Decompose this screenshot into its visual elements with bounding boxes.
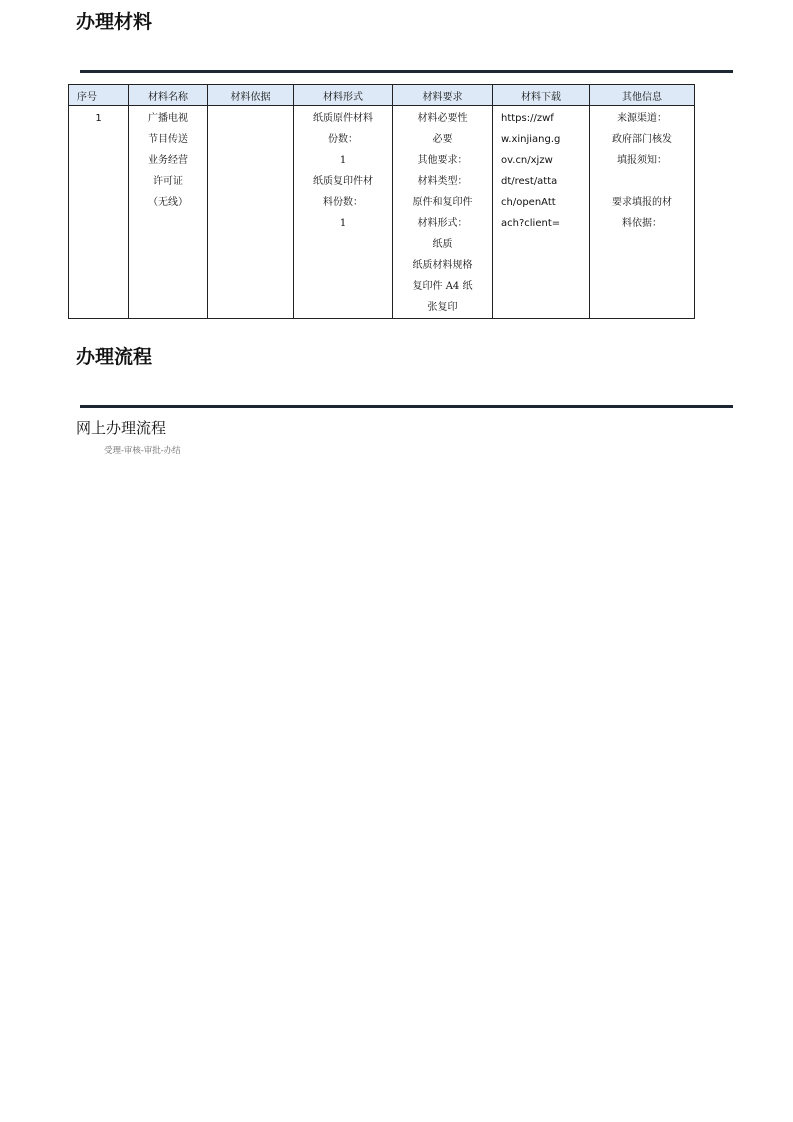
requirement-line: 纸质	[432, 239, 453, 250]
name-line: 许可证	[153, 176, 183, 187]
process-steps: 受理-审核-审批-办结	[104, 446, 181, 456]
requirement-line: 复印件 A4 纸	[412, 281, 473, 292]
seq-value: 1	[95, 113, 102, 124]
requirement-line: 必要	[432, 134, 453, 145]
form-line: 纸质原件材料	[313, 113, 373, 124]
download-link-line[interactable]: ov.cn/xjzw	[501, 155, 553, 166]
column-header: 序号	[69, 85, 129, 106]
section-divider	[80, 70, 733, 73]
other-line: 料依据：	[622, 218, 662, 229]
cell-other	[590, 106, 695, 319]
cell-name	[129, 106, 208, 319]
cell-download	[493, 106, 590, 319]
other-line	[590, 171, 694, 192]
requirement-line: 材料类型：	[417, 176, 468, 187]
requirement-line: 其他要求：	[417, 155, 468, 166]
requirement-line: 材料必要性	[417, 113, 468, 124]
download-link-line[interactable]: dt/rest/atta	[501, 176, 558, 187]
form-line: 纸质复印件材	[313, 176, 373, 187]
form-line: 料份数：	[323, 197, 363, 208]
form-line: 1	[339, 155, 347, 166]
table-header-row	[69, 85, 695, 106]
column-header: 材料形式	[294, 85, 393, 106]
requirement-line: 张复印	[427, 302, 458, 313]
section-title-process: 办理流程	[76, 346, 153, 368]
other-line: 填报须知：	[617, 155, 667, 166]
section-divider	[80, 405, 733, 408]
requirement-line: 原件和复印件	[412, 197, 473, 208]
column-header: 材料名称	[129, 85, 208, 106]
download-link-line[interactable]: ch/openAtt	[501, 197, 556, 208]
column-header: 材料要求	[393, 85, 493, 106]
column-header: 材料下载	[493, 85, 590, 106]
requirement-line: 纸质材料规格	[412, 260, 473, 271]
form-line: 1	[339, 218, 347, 229]
section-title-materials: 办理材料	[76, 11, 153, 33]
column-header: 其他信息	[590, 85, 695, 106]
materials-table	[68, 84, 695, 319]
cell-requirement	[393, 106, 493, 319]
name-line: 节目传送	[148, 134, 188, 145]
column-header: 材料依据	[208, 85, 294, 106]
form-line: 份数：	[328, 134, 358, 145]
name-line: 广播电视	[148, 113, 188, 124]
name-line: 业务经营	[148, 155, 188, 166]
other-line: 要求填报的材	[612, 197, 672, 208]
requirement-line: 材料形式：	[417, 218, 468, 229]
table-row	[69, 106, 695, 319]
cell-seq	[69, 106, 129, 319]
name-line: （无线）	[148, 197, 188, 208]
online-process-title: 网上办理流程	[76, 419, 167, 437]
other-line: 政府部门核发	[612, 134, 672, 145]
cell-basis	[208, 106, 294, 319]
cell-form	[294, 106, 393, 319]
download-link-line[interactable]: w.xinjiang.g	[501, 134, 561, 145]
download-link-line[interactable]: ach?client=	[501, 218, 561, 229]
other-line: 来源渠道：	[617, 113, 667, 124]
download-link-line[interactable]: https://zwf	[501, 113, 554, 124]
